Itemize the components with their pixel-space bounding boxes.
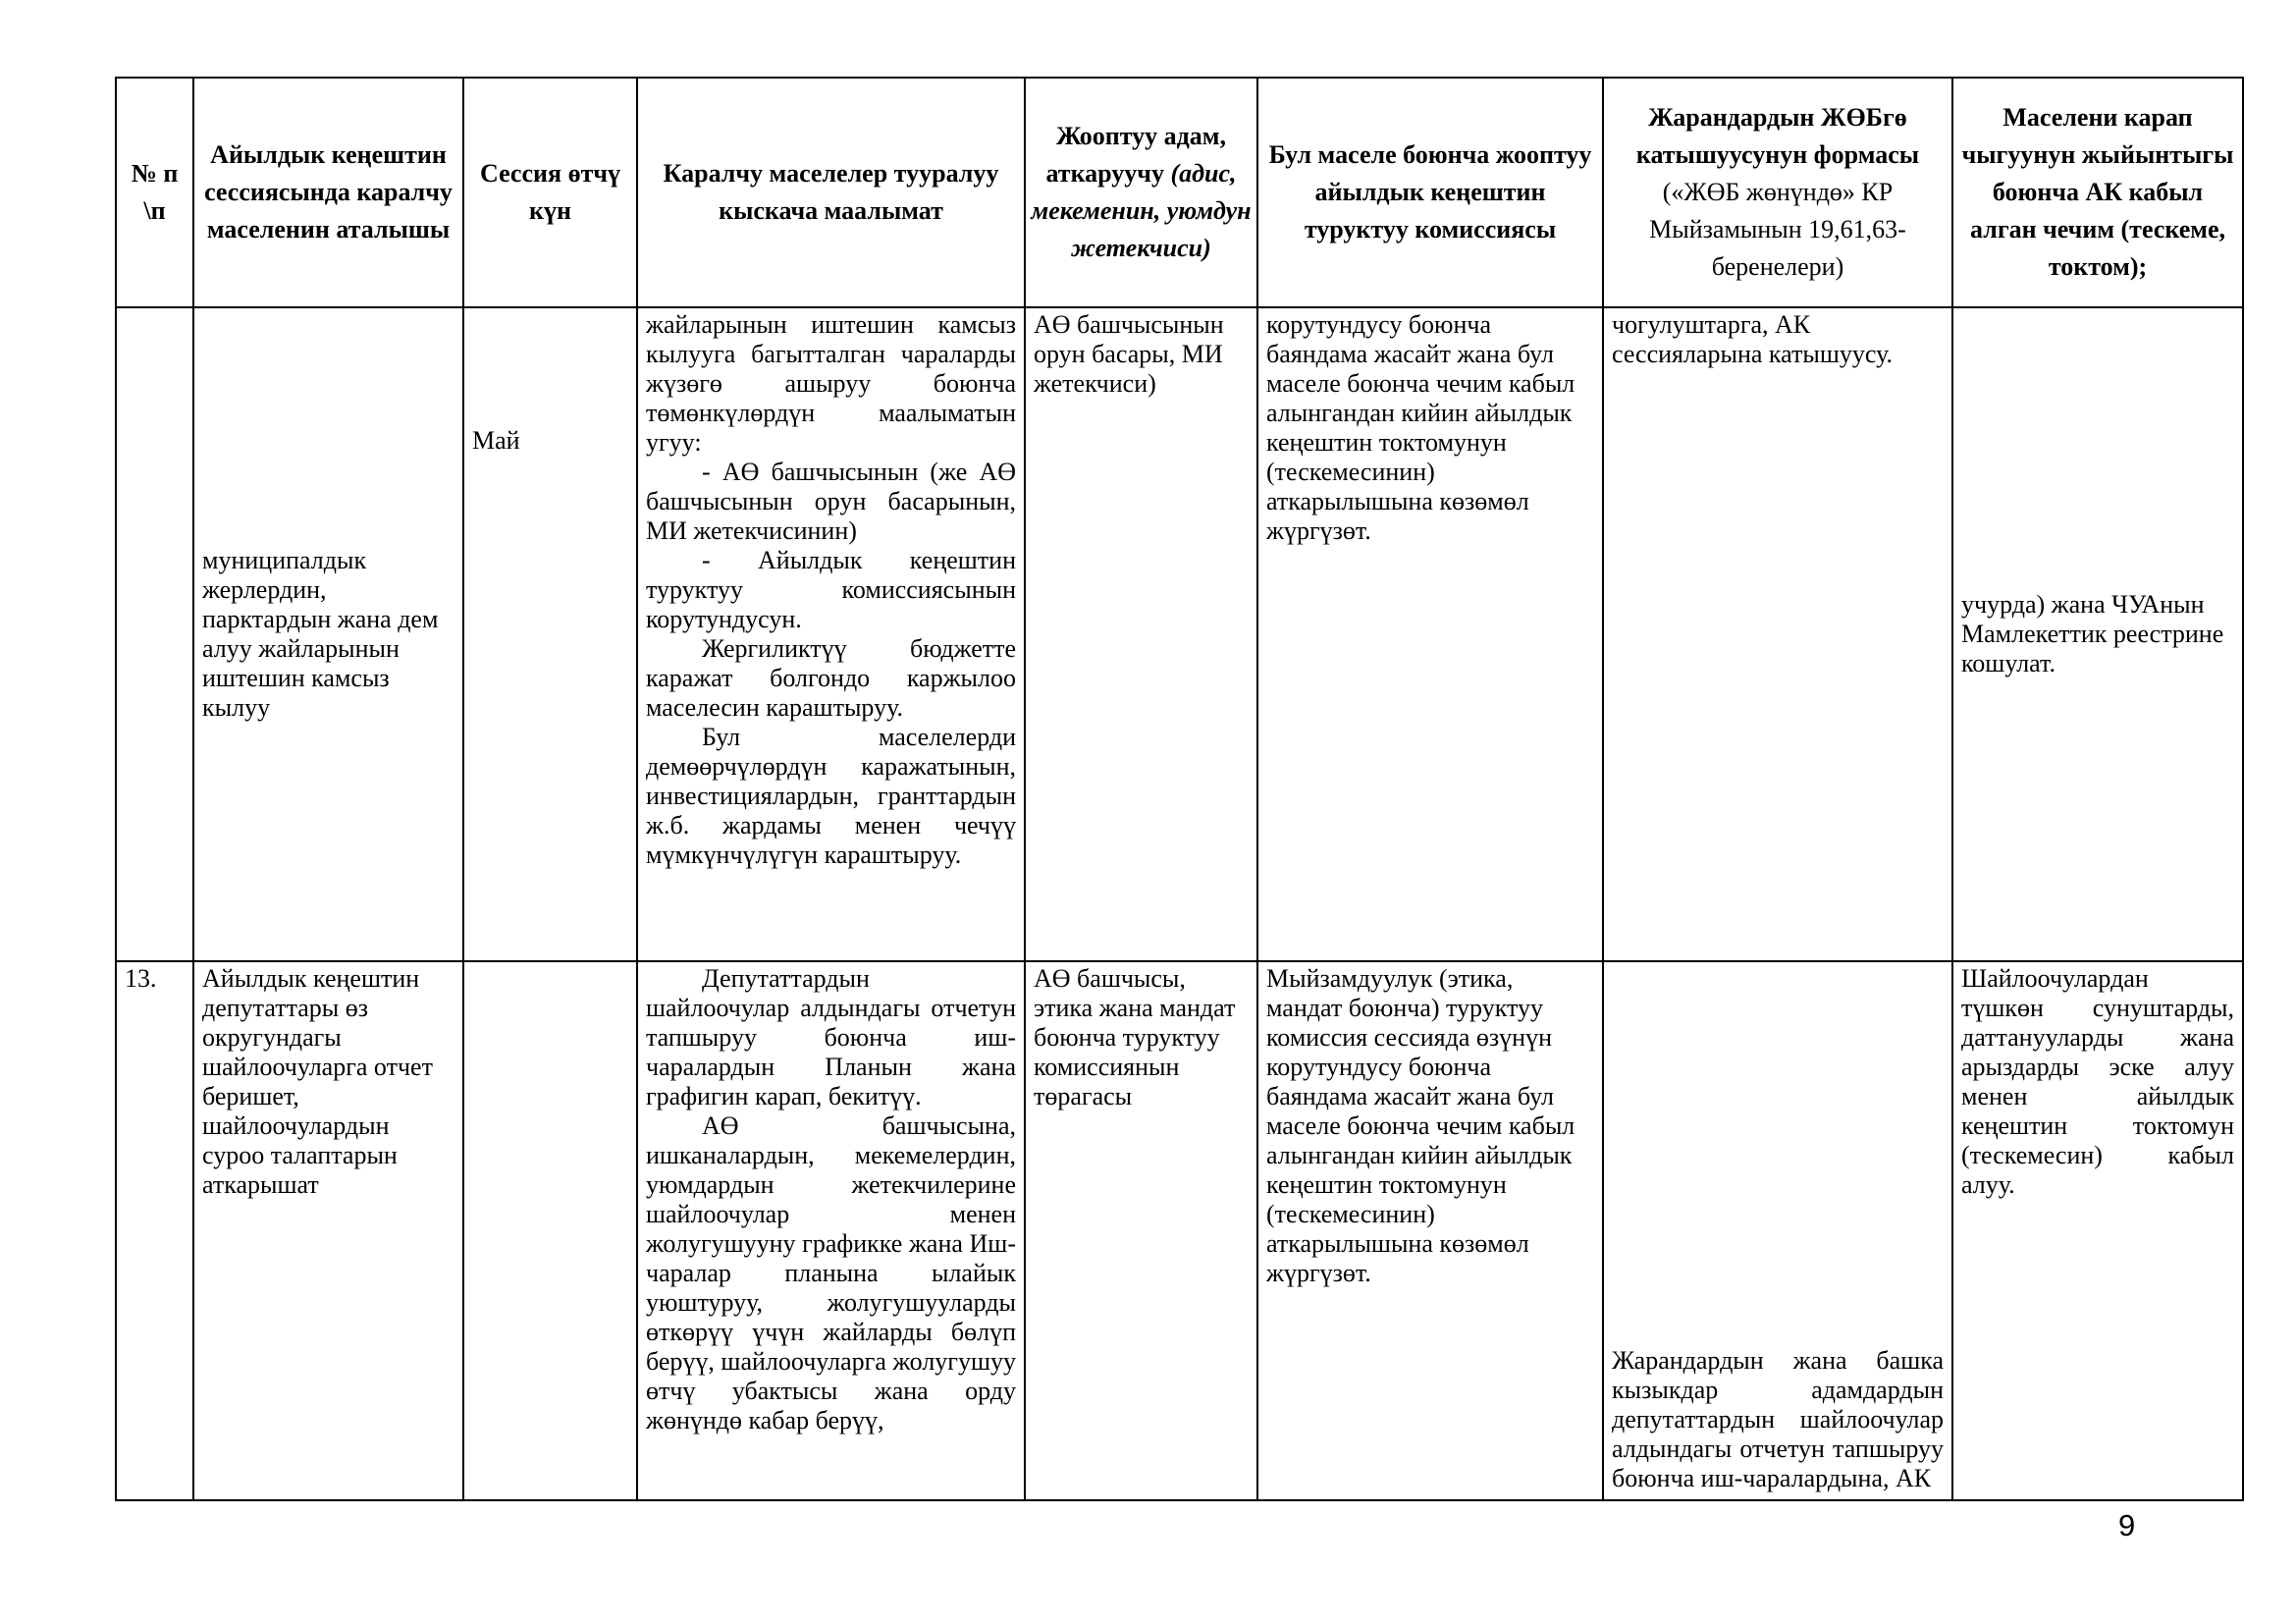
session-month: Май [472,426,520,455]
page-number: 9 [2118,1508,2136,1543]
cell-commission: корутундусу боюнча баяндама жасайт жана бул маселе боюнча чечим кабыл алынгандан кийин айылдык кеңештин токтомунун (тескемесинин) аткарылышына көзөмөл жүргүзөт. [1257,307,1603,961]
header-cell-details: Каралчу маселелер тууралуу кыскача маалымат [637,78,1025,307]
details-paragraph: Депутаттардын шайлоочулар алдындагы отчетун тапшыруу боюнча иш-чаралардын Планын жана графигин карап, бекитүү. [646,964,1016,1110]
header-cell-num: № п\п [116,78,193,307]
cell-participation-form: Жарандардын жана башка кызыкдар адамдардын депутаттардын шайлоочулар алдындагы отчетун тапшыруу боюнча иш-чаралардына, АК [1603,961,1952,1500]
header-cell-decision: Маселени карап чыгуунун жыйынтыгы боюнча АК кабыл алган чечим (тескеме, токтом); [1952,78,2243,307]
table-row-13 [116,961,2243,1500]
cell-session-date [463,307,637,961]
cell-details [637,307,1025,961]
details-paragraph: АӨ башчысына, ишканалардын, мекемелердин, уюмдардын жетекчилерине шайлоочулар менен жолугушууну графикке жана Иш-чаралар планына ылайык уюштуруу, жолугушууларды өткөрүү үчүн жайларды бөлүп берүү, шайлоочуларга жолугушуу өтчү убактысы жана орду жөнүндө кабар берүү, [646,1111,1016,1435]
details-paragraph: - АӨ башчысынын (же АӨ башчысынын орун басарынын, МИ жетекчисинин) [646,458,1016,545]
table-body [116,307,2243,1500]
cell-num [116,307,193,961]
header-cell-commission: Бул маселе боюнча жооптуу айылдык кеңештин туруктуу комиссиясы [1257,78,1603,307]
details-paragraph: Бул маселелерди демөөрчүлөрдүн каражатынын, инвестициялардын, гранттардын ж.б. жардамы менен чечүү мүмкүнчүлүгүн караштыруу. [646,723,1016,869]
cell-participation-form: чогулуштарга, АК сессияларына катышуусу. [1603,307,1952,961]
cell-session-date [463,961,637,1500]
table-row-12-continued [116,307,2243,961]
header-cell-session-date: Сессия өтчү күн [463,78,637,307]
header-row [116,78,2243,307]
header-participation-law-reference: («ЖӨБ жөнүндө» КР Мыйзамынын 19,61,63-беренелери) [1649,178,1906,281]
details-paragraph: Жергиликтүү бюджетте каражат болгондо каржылоо маселесин караштыруу. [646,634,1016,722]
details-paragraph: жайларынын иштешин камсыз кылууга багытталган чараларды жүзөгө ашыруу боюнча төмөнкүлөрдүн маалыматын угуу: [646,310,1016,457]
header-cell-responsible [1025,78,1257,307]
header-cell-topic: Айылдык кеңештин сессиясында каралчу маселенин аталышы [193,78,463,307]
header-responsible-main: Жооптуу адам, аткаруучу [1045,122,1227,188]
cell-topic: муниципалдык жерлердин, парктардын жана дем алуу жайларынын иштешин камсыз кылуу [193,307,463,961]
cell-num: 13. [116,961,193,1500]
cell-commission: Мыйзамдуулук (этика, мандат боюнча) туруктуу комиссия сессияда өзүнүн корутундусу боюнча баяндама жасайт жана бул маселе боюнча чечим кабыл алынгандан кийин айылдык кеңештин токтомунун (тескемесинин) аткарылышына көзөмөл жүргүзөт. [1257,961,1603,1500]
cell-responsible: АӨ башчысы, этика жана мандат боюнча туруктуу комиссиянын төрагасы [1025,961,1257,1500]
cell-details [637,961,1025,1500]
header-participation-main: Жарандардын ЖӨБгө катышуусунун формасы [1635,103,1920,169]
table-header [116,78,2243,307]
header-responsible-clarification: (адис, мекеменин, уюмдун жетекчиси) [1031,159,1252,262]
cell-responsible: АӨ башчысынын орун басары, МИ жетекчиси) [1025,307,1257,961]
cell-decision: учурда) жана ЧУАнын Мамлекеттик реестрине кошулат. [1952,307,2243,961]
details-paragraph: - Айылдык кеңештин туруктуу комиссиясынын корутундусун. [646,546,1016,633]
cell-decision: Шайлоочулардан түшкөн сунуштарды, даттанууларды жана арыздарды эске алуу менен айылдык кеңештин токтомун (тескемесин) кабыл алуу. [1952,961,2243,1500]
work-plan-table [115,77,2244,1501]
cell-topic: Айылдык кеңештин депутаттары өз округундагы шайлоочуларга отчет беришет, шайлоочулардын суроо талаптарын аткарышат [193,961,463,1500]
header-cell-participation-form [1603,78,1952,307]
